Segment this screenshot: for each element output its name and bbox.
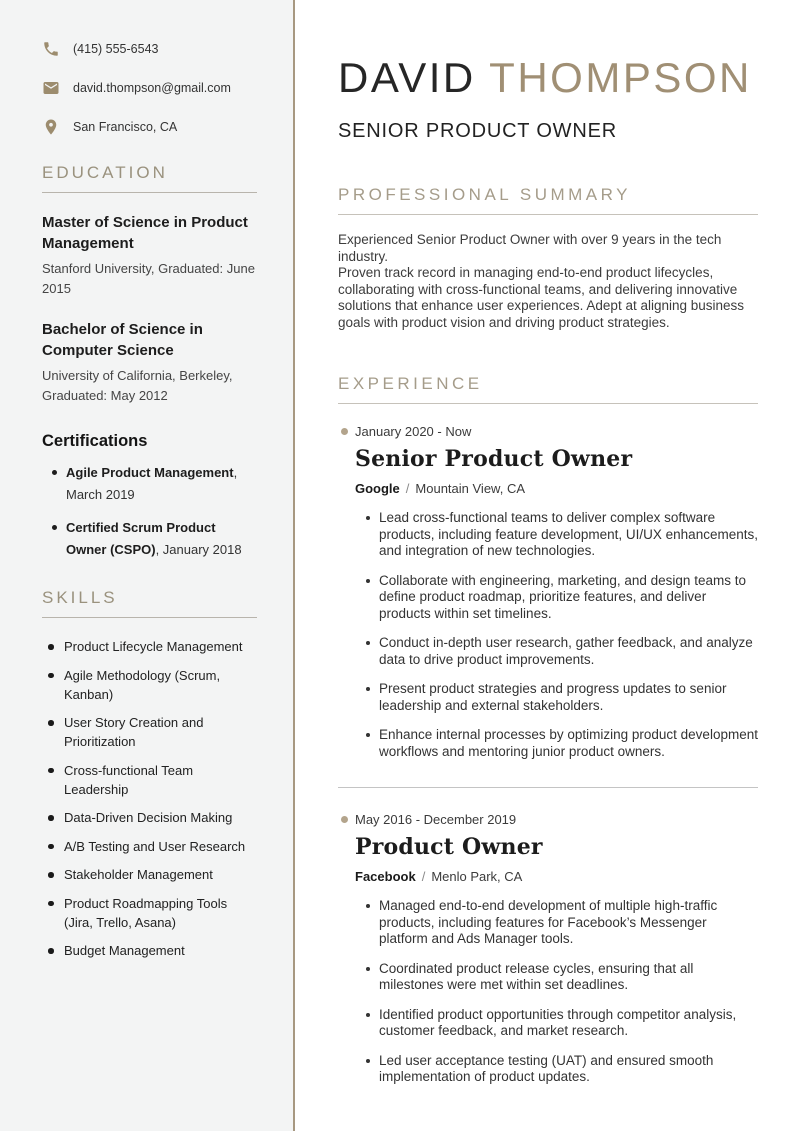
certification-item: [66, 517, 257, 561]
job-title: Product Owner: [355, 834, 543, 861]
degree-title: Bachelor of Science in Computer Science: [42, 321, 203, 359]
education-section: [42, 163, 257, 561]
degree-title: Master of Science in Product Management: [42, 214, 248, 252]
main-column: [297, 0, 800, 1131]
skill-item: Budget Management: [64, 941, 257, 960]
skills-section: [42, 588, 257, 960]
job-bullet: Identified product opportunities through competitor analysis, customer feedback, and market research.: [379, 1007, 758, 1040]
date-range: May 2016 - December 2019: [355, 812, 517, 828]
company-name: Google: [355, 481, 400, 497]
experience-section: [338, 374, 758, 1086]
job-headline: SENIOR PRODUCT OWNER: [338, 120, 617, 143]
summary-text: [338, 232, 758, 331]
skill-item: Product Lifecycle Management: [64, 637, 257, 656]
certification-date: , January 2018: [155, 542, 242, 557]
summary-heading: PROFESSIONAL SUMMARY: [338, 185, 758, 215]
degree-item: [42, 319, 257, 406]
separator: /: [405, 481, 410, 497]
job-bullet: Lead cross-functional teams to deliver complex software products, including feature development, UI/UX enhancements, and integration of new technologies.: [379, 510, 758, 559]
skill-item: Product Roadmapping Tools (Jira, Trello, Asana): [64, 894, 257, 932]
email-address: david.thompson@gmail.com: [73, 81, 231, 95]
skill-item: Cross-functional Team Leadership: [64, 761, 257, 799]
contact-phone: [42, 40, 257, 58]
experience-heading: EXPERIENCE: [338, 374, 758, 404]
sidebar: [0, 0, 295, 1131]
skills-heading: SKILLS: [42, 588, 257, 618]
summary-line: Experienced Senior Product Owner with over 9 years in the tech industry.: [338, 232, 722, 264]
company-location: Menlo Park, CA: [431, 869, 523, 885]
job-bullet: Present product strategies and progress updates to senior leadership and external stakeholders.: [379, 681, 758, 714]
certification-name: Certified Scrum Product Owner (CSPO): [66, 520, 216, 557]
phone-number: (415) 555-6543: [73, 42, 159, 56]
skill-item: A/B Testing and User Research: [64, 837, 257, 856]
job-bullet: Managed end-to-end development of multiple high-traffic products, including features for Facebook’s Messenger platform and Ads Manager tools.: [379, 898, 758, 948]
job-bullet: Conduct in-depth user research, gather feedback, and analyze data to drive product improvements.: [379, 635, 758, 668]
degree-details: Stanford University, Graduated: June 2015: [42, 261, 255, 296]
professional-summary-section: [338, 185, 758, 331]
company-location: Mountain View, CA: [415, 481, 526, 497]
candidate-name: [338, 56, 758, 100]
degree-item: [42, 212, 257, 299]
certification-date: , March 2019: [66, 465, 238, 502]
skills-list: [42, 637, 257, 960]
skill-item: User Story Creation and Prioritization: [64, 713, 257, 751]
degree-details: University of California, Berkeley, Graduated: May 2012: [42, 368, 233, 403]
job-title: Senior Product Owner: [355, 446, 633, 473]
company-row: [355, 481, 758, 496]
job-entry: [338, 424, 758, 760]
job-divider: [338, 787, 758, 788]
certifications-heading: Certifications: [42, 432, 148, 450]
skill-item: Data-Driven Decision Making: [64, 808, 257, 827]
last-name: THOMPSON: [489, 54, 752, 101]
timeline-dot-icon: [341, 428, 348, 435]
separator: /: [421, 869, 426, 885]
contact-section: [42, 40, 257, 136]
location-icon: [42, 118, 60, 136]
company-name: Facebook: [355, 869, 416, 885]
job-bullet-list: [355, 510, 758, 760]
job-bullet: Led user acceptance testing (UAT) and ensured smooth implementation of product updates.: [379, 1053, 758, 1086]
certification-name: Agile Product Management: [66, 465, 234, 480]
summary-body: Proven track record in managing end-to-end product lifecycles, collaborating with cross-functional teams, and delivering innovative solutions that enhance user experiences. Adept at aligning business goals with product vision and driving product strategies.: [338, 265, 745, 330]
certification-item: [66, 462, 257, 506]
date-range: January 2020 - Now: [355, 424, 472, 440]
company-row: [355, 869, 758, 884]
skill-item: Stakeholder Management: [64, 865, 257, 884]
job-entry: [338, 812, 758, 1086]
job-bullet: Collaborate with engineering, marketing, and design teams to define product roadmap, prioritize features, and deliver products within set timelines.: [379, 573, 758, 623]
job-bullet-list: [355, 898, 758, 1086]
phone-icon: [42, 40, 60, 58]
job-dates: [341, 424, 758, 439]
timeline-dot-icon: [341, 816, 348, 823]
first-name: DAVID: [338, 54, 476, 101]
education-heading: EDUCATION: [42, 163, 257, 193]
location-text: San Francisco, CA: [73, 120, 178, 134]
job-dates: [341, 812, 758, 827]
skill-item: Agile Methodology (Scrum, Kanban): [64, 666, 257, 704]
contact-email: [42, 79, 257, 97]
job-bullet: Coordinated product release cycles, ensuring that all milestones were met within set deadlines.: [379, 961, 758, 994]
email-icon: [42, 79, 60, 97]
contact-location: [42, 118, 257, 136]
certifications-list: [42, 462, 257, 561]
job-bullet: Enhance internal processes by optimizing product development workflows and mentoring junior product owners.: [379, 727, 758, 759]
